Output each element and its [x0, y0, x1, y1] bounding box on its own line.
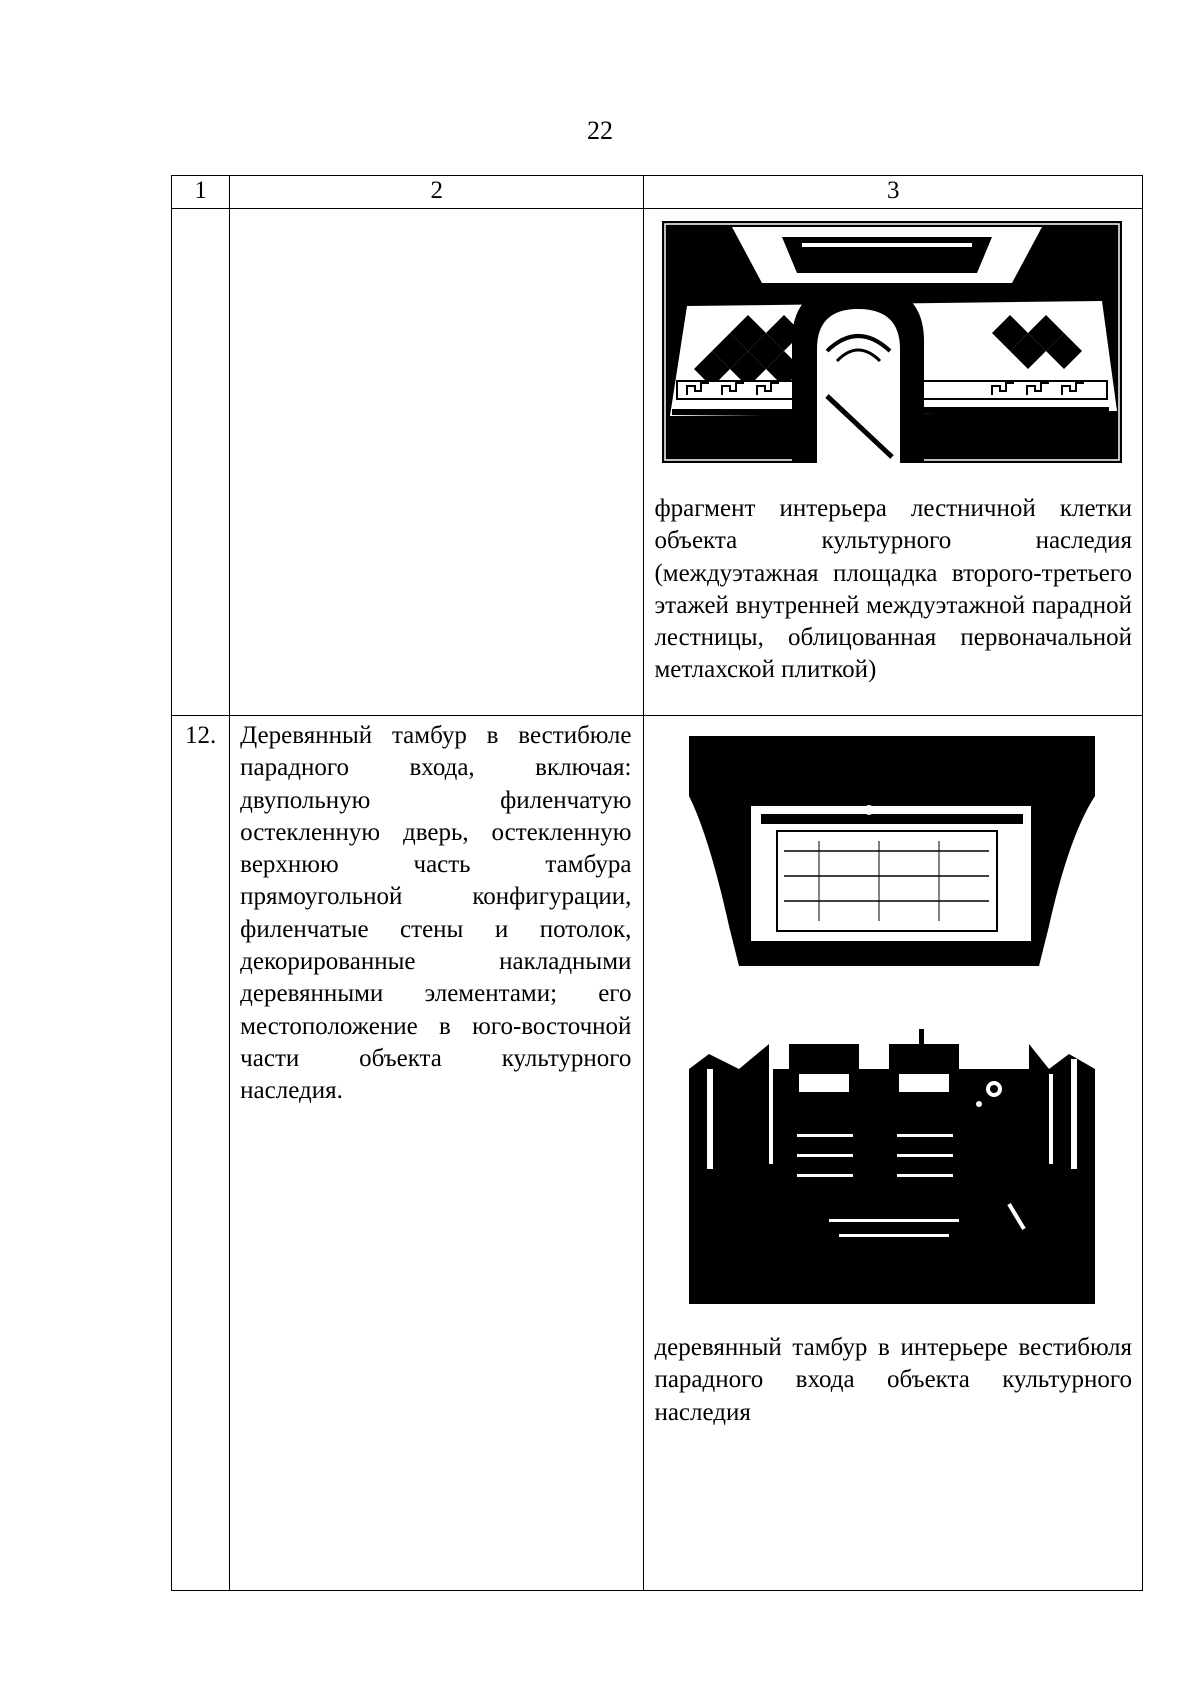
row-number [172, 209, 230, 716]
row-description [230, 209, 644, 716]
vestibule-doors-photo [689, 1014, 1095, 1304]
row-number: 12. [172, 716, 230, 1591]
vestibule-ceiling-photo [689, 736, 1095, 986]
row-description: Деревянный тамбур в вестибюле парадного входа, включая: двупольную филенчатую остекленную дверь, остекленную верхнюю часть тамбура прямоугольной конфигурации, филенчатые стены и потолок, декорированные накладными деревянными элементами; его местоположение в юго-восточной части объекта культурного наследия. [230, 716, 644, 1591]
table-row [172, 716, 1143, 1591]
table-row [172, 209, 1143, 716]
row-caption: фрагмент интерьера лестничной клетки объекта культурного наследия (междуэтажная площадка второго-третьего этажей внутренней междуэтажной парадной лестницы, облицованная первоначальной метлахской плиткой) [654, 495, 1132, 684]
table-header-row [172, 176, 1143, 209]
header-cell-2: 2 [230, 176, 644, 209]
row-illustration-cell [644, 716, 1143, 1591]
header-cell-1: 1 [172, 176, 230, 209]
heritage-table [171, 175, 1143, 1591]
header-cell-3: 3 [644, 176, 1143, 209]
row-illustration-cell [644, 209, 1143, 716]
row-caption: деревянный тамбур в интерьере вестибюля парадного входа объекта культурного наследия [654, 1334, 1132, 1426]
page-number: 22 [587, 116, 613, 145]
staircase-landing-photo [662, 221, 1122, 463]
